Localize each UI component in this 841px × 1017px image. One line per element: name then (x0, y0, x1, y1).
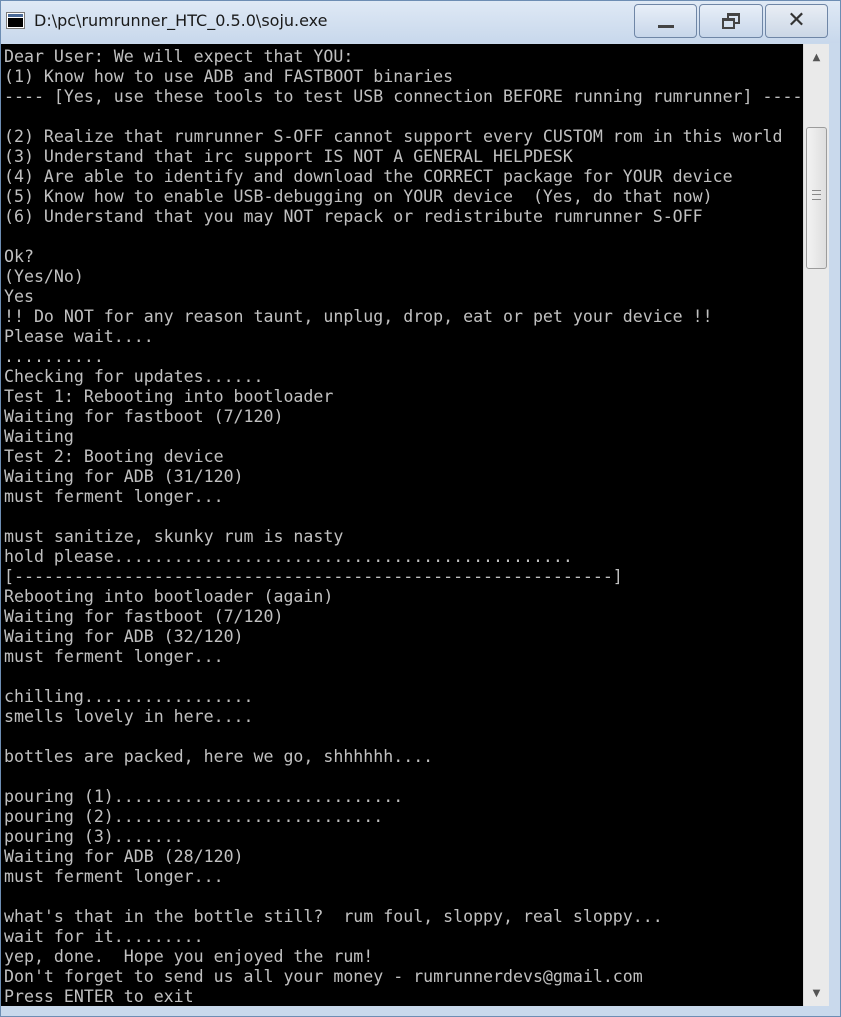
close-icon: ✕ (787, 8, 806, 33)
console-output[interactable] (1, 44, 803, 1006)
scroll-down-arrow-icon[interactable]: ▼ (812, 987, 821, 999)
window-title: D:\pc\rumrunner_HTC_0.5.0\soju.exe (34, 11, 328, 30)
title-bar[interactable] (1, 1, 840, 43)
window-bottom-border (1, 1006, 840, 1016)
close-button[interactable] (765, 4, 828, 38)
vertical-scrollbar[interactable] (803, 44, 829, 1006)
minimize-icon (658, 25, 674, 28)
console-app-icon[interactable] (6, 12, 25, 29)
scroll-thumb[interactable] (806, 127, 827, 269)
minimize-button[interactable] (634, 4, 697, 38)
console-text: Dear User: We will expect that YOU: (1) Know how to use ADB and FASTBOOT binaries ---- [Yes, use these tools to test USB connection BEFORE running rumrunner] ---- (2) Realize that rumrunner S-OFF cannot support every CUSTOM rom in this world (3) Understand that irc support IS NOT A GENERAL HELPDESK (4) Are able to identify and download the CORRECT package for YOUR device (5) Know how to enable USB-debugging on YOUR device (Yes, do that now) (6) Understand that you may NOT repack or redistribute rumrunner S-OFF Ok? (Yes/No) Yes !! Do NOT for any reason taunt, unplug, drop, eat or pet your device !! Please wait.... .......... Checking for updates...... Test 1: Rebooting into bootloader Waiting for fastboot (7/120) Waiting Test 2: Booting device Waiting for ADB (31/120) must ferment longer... must sanitize, skunky rum is nasty hold please.............................................. [------------------------------------------------------------] Rebooting into bootloader (again) Waiting for fastboot (7/120) Waiting for ADB (32/120) must ferment longer... chilling................. smells lovely in here.... bottles are packed, here we go, shhhhhh.... pouring (1)............................. pouring (2)........................... pouring (3)....... Waiting for ADB (28/120) must ferment longer... what's that in the bottle still? rum foul, sloppy, real sloppy... wait for it......... yep, done. Hope you enjoyed the rum! Don't forget to send us all your money - rumrunnerdevs@gmail.com Press ENTER to exit (4, 47, 803, 1006)
restore-icon (722, 13, 740, 29)
restore-button[interactable] (699, 4, 763, 38)
grip-icon (812, 190, 821, 200)
scroll-up-arrow-icon[interactable]: ▲ (812, 51, 821, 63)
